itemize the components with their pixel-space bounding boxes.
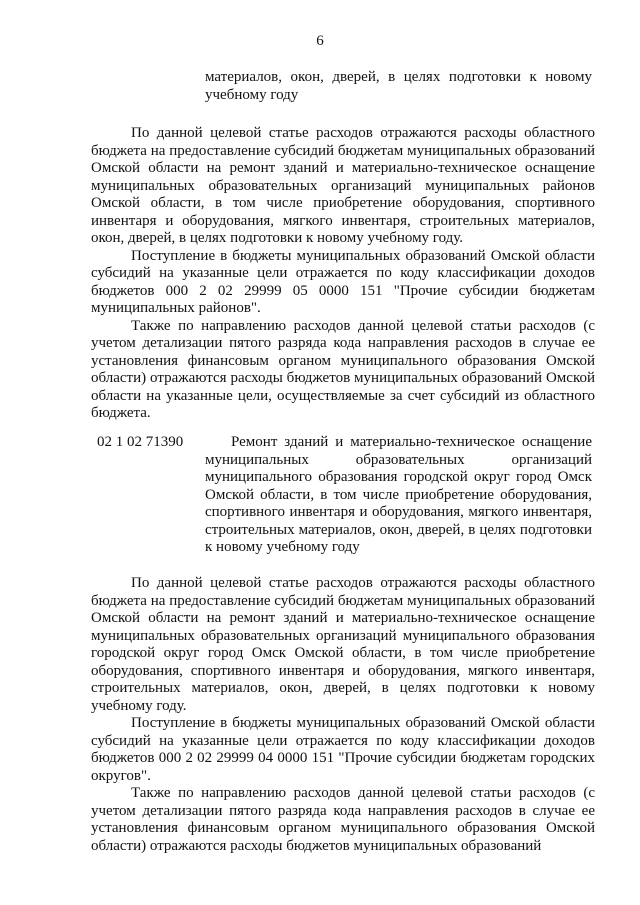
heading-continuation [205,69,592,104]
section-1-body [91,125,595,423]
section-1-paragraph-1: По данной целевой статье расходов отражаются расходы областного бюджета на предоставление субсидий бюджетам муниципальных образований Омской области на ремонт зданий и материально-техническое оснащение муниципальных образовательных организаций муниципальных районов Омской области, в том числе приобретение оборудования, спортивного инвентаря и оборудования, мягкого инвентаря, строительных материалов, окон, дверей, в целях подготовки к новому учебному году. [91,125,595,246]
section-2-paragraph-1: По данной целевой статье расходов отражаются расходы областного бюджета на предоставление субсидий бюджетам муниципальных образований Омской области на ремонт зданий и материально-техническое оснащение муниципальных образовательных организаций муниципального образования городской округ город Омск Омской области, в том числе приобретение оборудования, спортивного инвентаря и оборудования, мягкого инвентаря, строительных материалов, окон, дверей, в целях подготовки к новому учебному году. [91,575,595,714]
section-2-paragraph-3: Также по направлению расходов данной целевой статьи расходов (с учетом детализации пятого разряда кода направления расходов в случае ее установления финансовым органом муниципального образования Омской области) отражаются расходы бюджетов муниципальных образований [91,785,595,854]
section-2-body [91,575,595,855]
page-number: 6 [316,33,324,49]
section-2-heading [205,434,592,557]
section-2-code: 02 1 02 71390 [97,434,184,450]
section-2-heading-text: Ремонт зданий и материально-техническое оснащение муниципальных образовательных организаций муниципального образования городской округ город Омск Омской области, в том числе приобретение оборудования, спортивного инвентаря и оборудования, мягкого инвентаря, строительных материалов, окон, дверей, в целях подготовки к новому учебному году [205,434,592,555]
section-1-paragraph-2: Поступление в бюджеты муниципальных образований Омской области субсидий на указанные цели отражается по коду классификации доходов бюджетов 000 2 02 29999 05 0000 151 "Прочие субсидии бюджетам муниципальных районов". [91,247,595,316]
section-1-paragraph-3: Также по направлению расходов данной целевой статьи расходов (с учетом детализации пятого разряда кода направления расходов в случае ее установления финансовым органом муниципального образования Омской области) отражаются расходы бюджетов муниципальных образований Омской области на указанные цели, осуществляемые за счет субсидий из областного бюджета. [91,317,595,421]
heading-continuation-text: материалов, окон, дверей, в целях подготовки к новому учебному году [205,69,592,103]
section-2-paragraph-2: Поступление в бюджеты муниципальных образований Омской области субсидий на указанные цели отражается по коду классификации доходов бюджетов 000 2 02 29999 04 0000 151 "Прочие субсидии бюджетам городских округов". [91,715,595,784]
